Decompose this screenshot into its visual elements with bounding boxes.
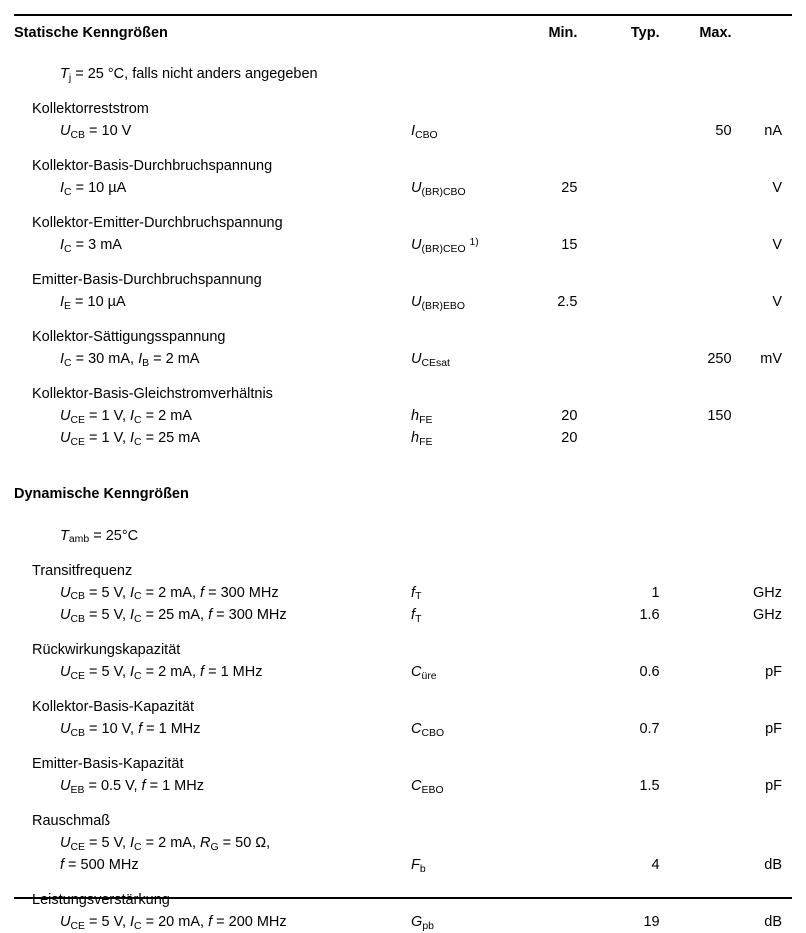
parameter-symbol: $C_{EBO}$ [411,777,444,796]
value-min: 20 [561,430,578,447]
spacer-row [14,547,792,560]
table-row [14,177,792,199]
value-unit: V [772,180,782,197]
value-typ: 19 [643,913,660,930]
parameter-condition: $U_{CE} = 5$ V, $I_C = 20$ mA, f = 200 MHz [60,913,287,932]
parameter-name: Kollektor-Basis-Gleichstromverhältnis [32,386,273,403]
table-row [14,639,792,661]
parameter-name: Rückwirkungskapazität [32,641,181,658]
parameter-name: Kollektorreststrom [32,101,149,118]
value-max [682,234,740,256]
value-typ [599,348,681,370]
spacer-row [14,50,792,63]
table-row [14,560,792,582]
parameter-condition: $U_{CE} = 5$ V, $I_C = 2$ mA, $R_G = 50$ Ω, [60,834,271,853]
table-row [14,661,792,683]
section-title-dynamic: Dynamische Kenngrößen [14,486,189,503]
parameter-condition: $U_{CE} = 1$ V, $I_C = 25$ mA [60,430,201,449]
table-row [14,405,792,427]
value-min: 15 [561,237,578,254]
value-typ [599,291,681,313]
spacer-row [14,683,792,696]
value-typ: 1.6 [639,606,660,623]
parameter-name: Emitter-Basis-Durchbruchspannung [32,272,262,289]
parameter-condition: $I_C = 3$ mA [60,237,122,256]
parameter-condition: $U_{CB} = 10$ V, f = 1 MHz [60,720,201,739]
parameter-condition: $U_{EB} = 0.5$ V, f = 1 MHz [60,777,204,796]
parameter-condition: $U_{CB} = 5$ V, $I_C = 2$ mA, f = 300 MHz [60,584,279,603]
table-row [14,427,792,449]
parameter-condition: $U_{CE} = 5$ V, $I_C = 2$ mA, f = 1 MHz [60,663,263,682]
parameter-symbol: $C_{CBO}$ [411,720,445,739]
table-row [14,525,792,547]
value-max [682,604,740,626]
section-note: $T_{amb} = 25^\circ C$ [60,527,139,546]
parameter-symbol: $C_{üre}$ [411,663,437,682]
parameter-symbol: $U_{(BR)CEO}$ $^{1)}$ [411,236,479,256]
parameter-condition: $I_E = 10$ µA [60,294,126,313]
value-max [682,291,740,313]
parameter-name: Transitfrequenz [32,562,133,579]
table-row [14,604,792,626]
table-row [14,854,792,876]
parameter-condition: $U_{CB} = 5$ V, $I_C = 25$ mA, f = 300 MHz [60,606,287,625]
parameter-symbol: $h_{FE}$ [411,408,433,427]
value-typ [599,405,681,427]
parameter-name: Emitter-Basis-Kapazität [32,755,184,772]
spacer-row [14,449,792,483]
value-unit: pF [765,663,782,680]
value-min [516,348,600,370]
table-row [14,269,792,291]
parameter-symbol: $f_T$ [411,584,422,603]
value-typ [599,177,681,199]
parameter-symbol: $U_{(BR)EBO}$ [411,294,466,313]
value-min [516,854,600,876]
value-min [516,661,600,683]
value-min: 25 [561,180,578,197]
table-row [14,582,792,604]
spacer-row [14,199,792,212]
table-row [14,234,792,256]
spacer-row [14,256,792,269]
value-unit: GHz [753,606,782,623]
value-unit [740,427,792,449]
value-min [516,120,600,142]
spacer-row [14,370,792,383]
value-max [682,427,740,449]
table-row [14,98,792,120]
parameter-symbol: $G_{pb}$ [411,913,434,932]
column-header-min: Min. [548,25,578,41]
table-row [14,810,792,832]
spacer-row [14,626,792,639]
value-max [682,775,740,797]
table-row [14,911,792,933]
value-unit: V [772,237,782,254]
value-min [516,604,600,626]
parameter-symbol: $F_b$ [411,856,426,875]
value-unit: dB [764,856,782,873]
spacer-row [14,512,792,525]
value-unit: dB [764,913,782,930]
value-typ: 1.5 [639,777,660,794]
value-max: 50 [715,123,732,140]
section-note: $T_j = 25$ °C, falls nicht anders angegeben [60,66,318,84]
table-row [14,291,792,313]
value-min [516,911,600,933]
table-row [14,753,792,775]
table-row [14,832,792,854]
table-row [14,155,792,177]
specification-table [14,22,792,933]
top-rule [14,14,792,16]
table-row [14,889,792,911]
parameter-condition: $U_{CB} = 10$ V [60,123,132,142]
parameter-condition: $U_{CE} = 1$ V, $I_C = 2$ mA [60,408,192,427]
spacer-row [14,313,792,326]
value-max: 150 [707,408,732,425]
section-title-static: Statische Kenngrößen [14,25,168,41]
parameter-name: Kollektor-Emitter-Durchbruchspannung [32,215,283,232]
parameter-name: Kollektor-Sättigungsspannung [32,329,226,346]
parameter-symbol: $I_{CBO}$ [411,123,438,142]
value-unit: V [772,294,782,311]
value-min [516,718,600,740]
parameter-symbol: $U_{(BR)CBO}$ [411,180,466,199]
column-header-max: Max. [699,25,732,41]
table-row [14,63,792,85]
value-unit [740,405,792,427]
parameter-name: Kollektor-Basis-Durchbruchspannung [32,158,273,175]
table-row [14,120,792,142]
value-typ: 1 [651,584,660,601]
table-row [14,696,792,718]
value-min [516,582,600,604]
value-unit: nA [764,123,782,140]
table-row [14,212,792,234]
value-unit: pF [765,777,782,794]
table-row [14,483,792,511]
value-min: 20 [561,408,578,425]
table-row [14,326,792,348]
parameter-symbol: $U_{CEsat}$ [411,351,450,370]
parameter-condition: $I_C = 10$ µA [60,180,127,199]
value-max [682,177,740,199]
parameter-name: Rauschmaß [32,812,111,829]
value-unit: GHz [753,584,782,601]
value-typ [599,120,681,142]
spacer-row [14,740,792,753]
value-max [682,911,740,933]
parameter-name: Leistungsverstärkung [32,891,170,908]
parameter-symbol: $f_T$ [411,606,422,625]
spacer-row [14,85,792,98]
spacer-row [14,876,792,889]
value-unit: mV [760,351,782,368]
value-typ: 0.6 [639,663,660,680]
table-row [14,348,792,370]
table-row [14,718,792,740]
value-typ: 4 [651,856,660,873]
spacer-row [14,142,792,155]
parameter-symbol: $h_{FE}$ [411,430,433,449]
value-max [682,718,740,740]
value-min [516,775,600,797]
value-typ [599,427,681,449]
value-typ [599,234,681,256]
value-unit: pF [765,720,782,737]
value-max [682,582,740,604]
value-max: 250 [707,351,732,368]
value-max [682,661,740,683]
table-body [14,22,792,933]
table-row [14,383,792,405]
table-row [14,22,792,50]
value-min: 2.5 [557,294,578,311]
spacer-row [14,797,792,810]
parameter-name: Kollektor-Basis-Kapazität [32,698,194,715]
parameter-condition-line2: f = 500 MHz [60,856,139,873]
column-header-typ: Typ. [630,25,660,41]
value-max [682,854,740,876]
table-row [14,775,792,797]
parameter-condition: $I_C = 30$ mA, $I_B = 2$ mA [60,351,200,370]
value-typ: 0.7 [639,720,660,737]
